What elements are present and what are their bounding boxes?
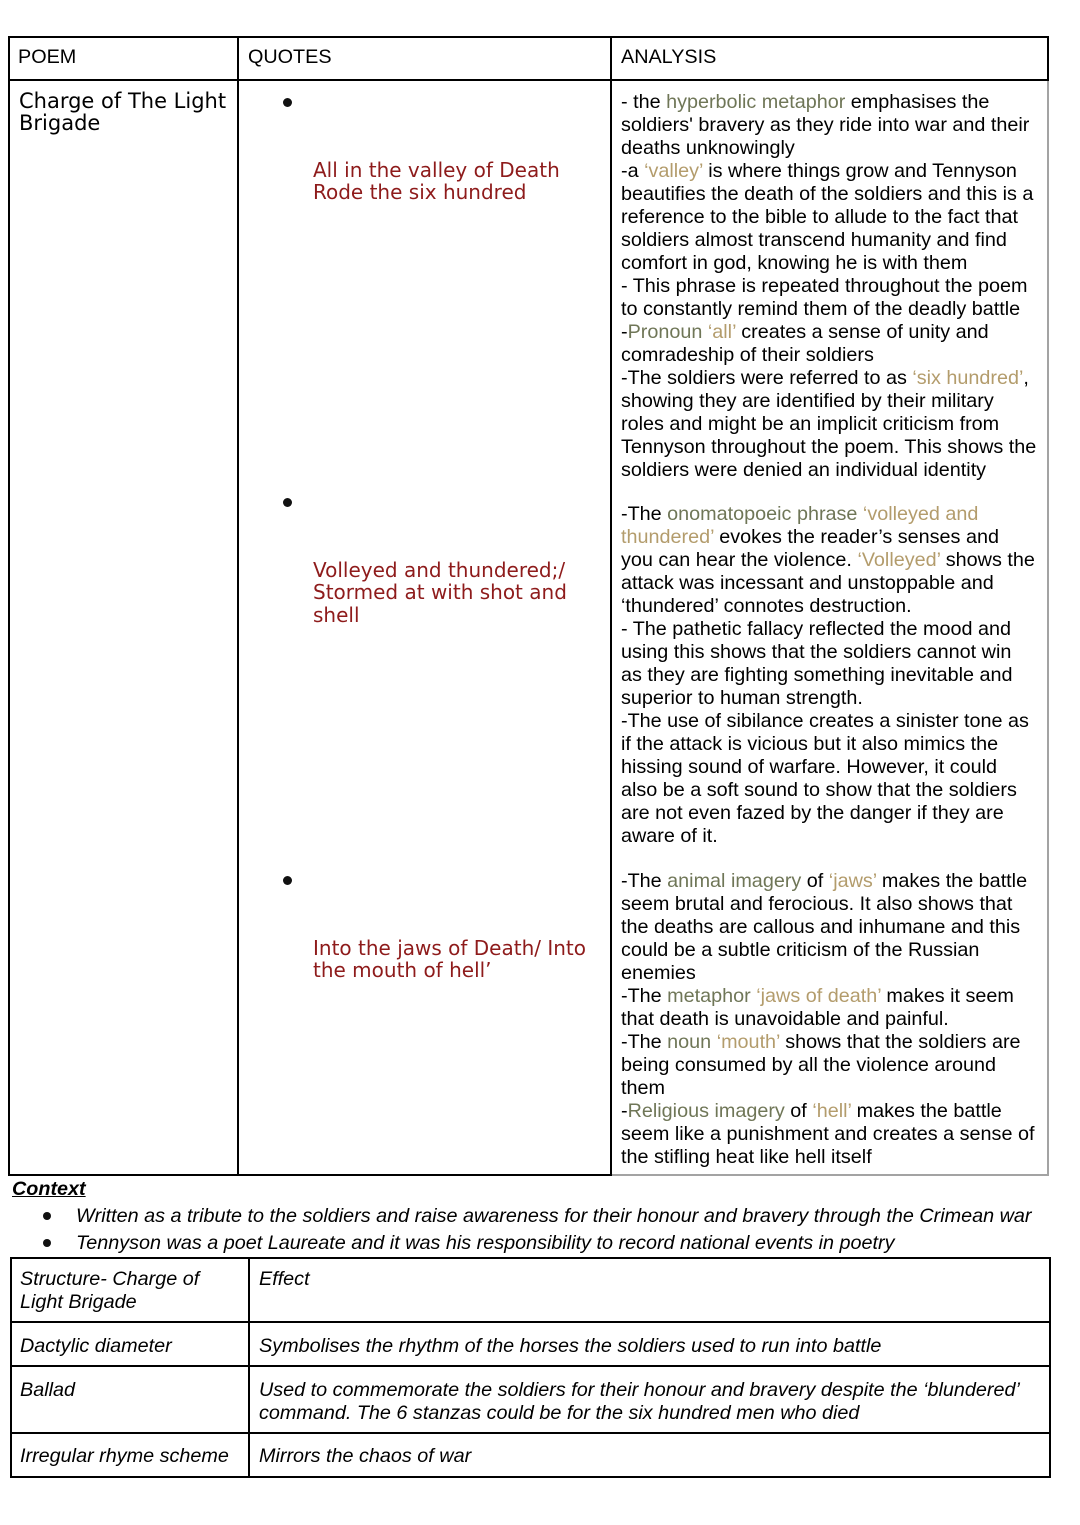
analysis-text: makes it seem that death is unavoidable and painful. [621, 984, 1014, 1030]
quoted-word: ‘hell’ [812, 1099, 852, 1122]
analysis-text: - the [621, 90, 667, 113]
quote-text: Into the jaws of Death/ Into the mouth of hell’ [313, 935, 586, 982]
bullet-icon [283, 98, 292, 107]
bullet-icon [43, 1212, 51, 1220]
technique-term: Religious imagery [627, 1099, 785, 1122]
row-divider [12, 1432, 1049, 1434]
quoted-word: ‘all’ [707, 320, 736, 343]
header-analysis: ANALYSIS [621, 46, 717, 68]
analysis-point [621, 1100, 1034, 1169]
structure-feature: Irregular rhyme scheme [20, 1444, 229, 1467]
technique-term: hyperbolic metaphor [666, 90, 846, 113]
technique-term: animal imagery [667, 869, 802, 892]
column-divider [248, 1259, 250, 1476]
context-bullet-text: Tennyson was a poet Laureate and it was his responsibility to record national events in poetry [76, 1231, 895, 1254]
analysis-block [621, 503, 1035, 848]
technique-term: Pronoun [627, 320, 703, 343]
analysis-point [621, 91, 1036, 160]
structure-header-feature: Structure- Charge of Light Brigade [20, 1268, 200, 1313]
analysis-text: - This phrase is repeated throughout the poem to constantly remind them of the deadly battle [621, 274, 1028, 320]
structure-effect: Symbolises the rhythm of the horses the soldiers used to run into battle [259, 1334, 882, 1357]
structure-feature: Ballad [20, 1378, 75, 1401]
technique-term: noun [667, 1030, 712, 1053]
quoted-word: ‘six hundred’ [912, 366, 1024, 389]
analysis-text: makes the battle seem like a punishment and creates a sense of the stifling heat like hell itself [621, 1099, 1035, 1168]
structure-effect: Mirrors the chaos of war [259, 1444, 472, 1467]
analysis-text: -The [621, 984, 668, 1007]
header-poem: POEM [18, 46, 77, 68]
analysis-text: - [621, 320, 628, 343]
analysis-text: of [784, 1099, 813, 1122]
context-bullet [43, 1232, 1043, 1255]
analysis-point [621, 985, 1034, 1031]
bullet-icon [283, 498, 292, 507]
analysis-text: makes the battle seem brutal and ferocious. It also shows that the deaths are callous and inhumane and this could be a subtle criticism of the Russian enemies [621, 869, 1028, 984]
analysis-text: creates a sense of unity and comradeship of their soldiers [621, 320, 989, 366]
analysis-point [621, 870, 1034, 985]
analysis-point [621, 710, 1035, 848]
analysis-text: of [801, 869, 829, 892]
analysis-text: shows the attack was incessant and unstoppable and ‘thundered’ connotes destruction. [621, 548, 1035, 617]
quoted-word: ‘jaws of death’ [756, 984, 881, 1007]
analysis-point [621, 1031, 1034, 1100]
analysis-point [621, 160, 1036, 275]
quoted-word: ‘Volleyed’ [857, 548, 941, 571]
structure-effect: Used to commemorate the soldiers for their honour and bravery despite the ‘blundered’ command. The 6 stanzas could be for the six hundred men who died [259, 1378, 1020, 1424]
analysis-point [621, 367, 1036, 482]
quote-text: Volleyed and thundered;/ Stormed at with shot and shell [313, 557, 567, 627]
quote-text: All in the valley of Death Rode the six hundred [313, 157, 560, 204]
technique-term: metaphor [667, 984, 751, 1007]
analysis-text: -The [621, 869, 668, 892]
structure-table [10, 1257, 1051, 1478]
bullet-icon [43, 1239, 51, 1247]
analysis-text: emphasises the soldiers' bravery as they ride into war and their deaths unknowingly [621, 90, 1030, 159]
row-divider [12, 1365, 1049, 1367]
structure-header-effect: Effect [259, 1268, 310, 1290]
quoted-word: ‘jaws’ [828, 869, 877, 892]
analysis-point [621, 321, 1036, 367]
context-bullet-text: Written as a tribute to the soldiers and raise awareness for their honour and bravery through the Crimean war [76, 1204, 1032, 1227]
analysis-point [621, 275, 1036, 321]
context-bullet [43, 1205, 1043, 1228]
analysis-text: -The soldiers were referred to as [621, 366, 913, 389]
poem-title: Charge of The Light Brigade [19, 89, 227, 135]
quoted-word: ‘volleyed and thundered’ [621, 502, 979, 548]
quote-item [313, 869, 586, 1004]
analysis-text: shows that the soldiers are being consumed by all the violence around them [621, 1030, 1021, 1099]
analysis-text: -The use of sibilance creates a sinister tone as if the attack is vicious but it also mimics the hissing sound of warfare. However, it could also be a soft sound to show that the soldiers are not even fazed by the danger if they are aware of it. [621, 709, 1029, 847]
technique-term: onomatopoeic phrase [667, 502, 858, 525]
analysis-block [621, 91, 1036, 482]
analysis-text: is where things grow and Tennyson beautifies the death of the soldiers and this is a reference to the bible to allude to the fact that soldiers almost transcend humanity and find comfort in god, knowing he is with them [621, 159, 1034, 274]
row-divider [12, 1321, 1049, 1323]
analysis-point [621, 503, 1035, 618]
analysis-text: -The [621, 1030, 668, 1053]
analysis-text: , showing they are identified by their military roles and might be an implicit criticism from Tennyson throughout the poem. This shows the soldiers were denied an individual identity [621, 366, 1037, 481]
analysis-text: - The pathetic fallacy reflected the mood and using this shows that the soldiers cannot win as they are fighting something inevitable and superior to human strength. [621, 617, 1013, 709]
analysis-text: -a [621, 159, 645, 182]
quote-item [313, 91, 560, 226]
analysis-text: - [621, 1099, 628, 1122]
structure-feature: Dactylic diameter [20, 1334, 172, 1357]
context-heading: Context [12, 1178, 86, 1200]
column-divider [237, 36, 239, 1176]
analysis-text: evokes the reader’s senses and you can hear the violence. [621, 525, 999, 571]
header-quotes: QUOTES [248, 46, 332, 68]
bullet-icon [283, 876, 292, 885]
analysis-text: -The [621, 502, 668, 525]
quoted-word: ‘valley’ [644, 159, 703, 182]
quoted-word: ‘mouth’ [716, 1030, 780, 1053]
analysis-block [621, 870, 1034, 1169]
quote-item [313, 491, 567, 649]
analysis-point [621, 618, 1035, 710]
